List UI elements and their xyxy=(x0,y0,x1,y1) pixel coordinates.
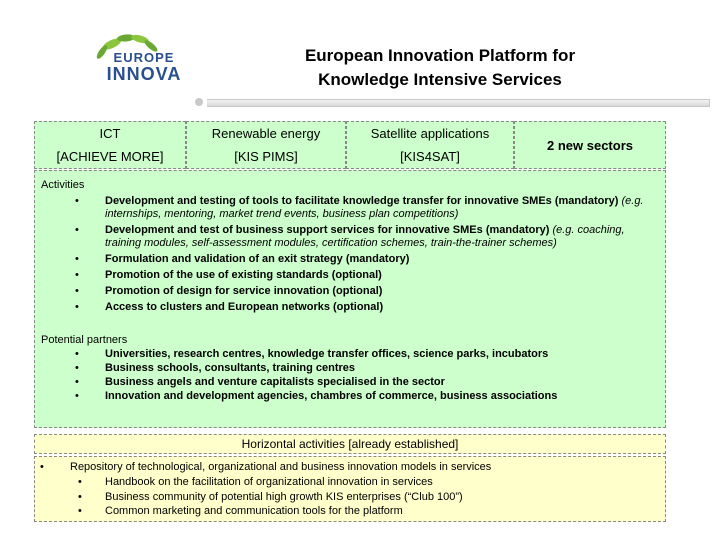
logo-text-innova: INNOVA xyxy=(106,64,182,84)
partners-heading: Potential partners xyxy=(41,334,128,346)
horizontal-sub-list xyxy=(35,475,665,519)
bullet-icon: • xyxy=(75,269,79,281)
bullet-icon: • xyxy=(75,390,79,402)
list-item: • Formulation and validation of an exit strategy (mandatory) xyxy=(75,253,410,265)
activities-heading: Activities xyxy=(41,179,85,191)
divider-bar xyxy=(207,99,710,107)
sector-project: [KIS4SAT] xyxy=(400,149,460,164)
partners-list xyxy=(35,348,665,404)
bullet-icon: • xyxy=(78,476,82,488)
new-sectors-box xyxy=(514,121,666,169)
list-item: • Business schools, consultants, training centres xyxy=(75,362,356,374)
europe-innova-logo xyxy=(60,30,220,90)
sector-renewable-energy xyxy=(186,121,346,169)
list-item: • Business community of potential high growth KIS enterprises (“Club 100”) xyxy=(78,490,463,503)
new-sectors-label: 2 new sectors xyxy=(547,137,633,153)
sector-name: Renewable energy xyxy=(211,126,321,141)
title-line-2: Knowledge Intensive Services xyxy=(318,70,562,89)
list-item: • Development and testing of tools to facilitate knowledge transfer for innovative SMEs (mandatory) (e.g. internships, mentoring, market trend events, business plan competitions) xyxy=(75,195,644,220)
list-item: • Promotion of the use of existing standards (optional) xyxy=(75,269,382,281)
bullet-icon: • xyxy=(75,285,79,297)
horizontal-activities-panel xyxy=(34,456,666,522)
list-item: • Business angels and venture capitalists specialised in the sector xyxy=(75,376,445,388)
list-item: • Promotion of design for service innovation (optional) xyxy=(75,285,383,297)
divider-dot xyxy=(195,98,203,106)
bullet-icon: • xyxy=(75,253,79,265)
bullet-icon: • xyxy=(40,461,44,473)
page-title xyxy=(250,44,630,92)
sector-project: [ACHIEVE MORE] xyxy=(56,149,164,164)
sector-name: Satellite applications xyxy=(370,126,490,141)
bullet-icon: • xyxy=(75,362,79,374)
bullet-icon: • xyxy=(75,224,79,236)
sector-ict xyxy=(34,121,186,169)
list-item: • Development and test of business support services for innovative SMEs (mandatory) (e.g. coaching, training modules, self-assessment modules, certification schemes, train-the-trainer schemes) xyxy=(75,224,625,249)
title-divider xyxy=(195,98,710,106)
sector-satellite-applications xyxy=(346,121,514,169)
activities-partners-panel xyxy=(34,170,666,428)
title-line-1: European Innovation Platform for xyxy=(304,46,576,65)
bullet-icon: • xyxy=(75,301,79,313)
list-item: • Universities, research centres, knowledge transfer offices, science parks, incubators xyxy=(75,348,549,360)
logo-text-europe: EUROPE xyxy=(113,50,175,65)
repository-item: Repository of technological, organizational and business innovation models in services xyxy=(70,461,492,473)
bullet-icon: • xyxy=(75,348,79,360)
list-item: • Access to clusters and European networks (optional) xyxy=(75,301,384,313)
activities-list xyxy=(35,195,665,317)
bullet-icon: • xyxy=(75,195,79,207)
list-item: • Common marketing and communication tools for the platform xyxy=(78,505,403,517)
bullet-icon: • xyxy=(78,505,82,517)
sector-name: ICT xyxy=(99,126,121,141)
list-item: • Innovation and development agencies, chambres of commerce, business associations xyxy=(75,390,558,402)
bullet-icon: • xyxy=(78,490,82,503)
horizontal-activities-heading: Horizontal activities [already established] xyxy=(34,434,666,454)
sector-row xyxy=(34,121,666,169)
sector-project: [KIS PIMS] xyxy=(234,149,298,164)
bullet-icon: • xyxy=(75,376,79,388)
list-item: • Handbook on the facilitation of organizational innovation in services xyxy=(78,476,433,488)
